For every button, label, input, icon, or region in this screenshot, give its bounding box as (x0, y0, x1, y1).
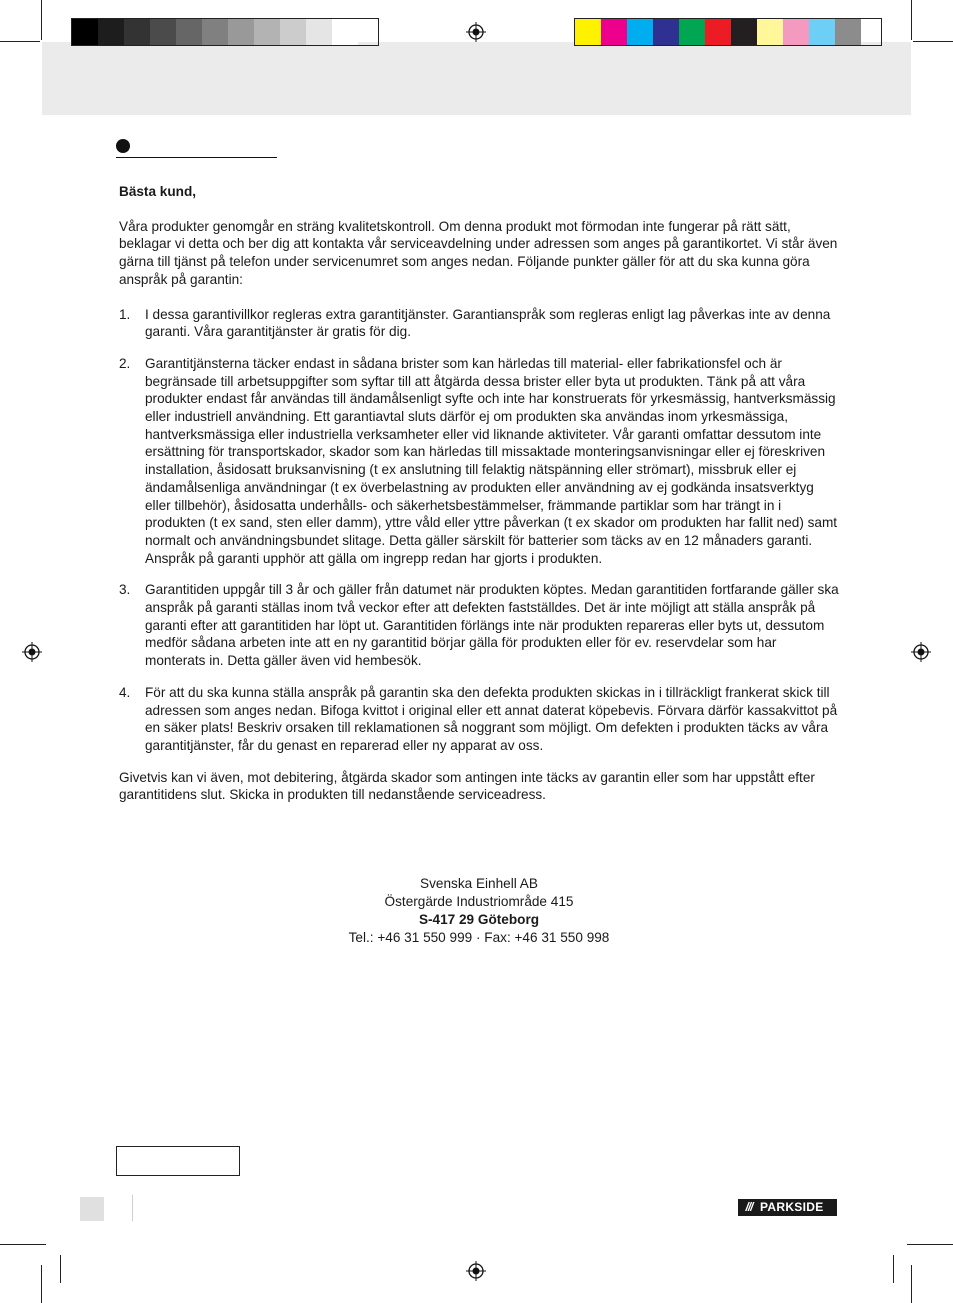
color-swatch (601, 19, 627, 45)
parkside-logo (738, 1199, 837, 1216)
color-swatch (835, 19, 861, 45)
color-swatch (72, 19, 98, 45)
crop-mark (907, 1244, 953, 1245)
registration-mark-icon (466, 1261, 486, 1281)
item-text: I dessa garantivillkor regleras extra garantitjänster. Garantianspråk som regleras enligt lag påverkas inte av denna garanti. Våra garantitjänster är gratis för dig. (145, 306, 831, 340)
warranty-text (119, 183, 839, 804)
registration-mark-icon (466, 22, 486, 42)
list-item (119, 306, 839, 341)
item-extra-text: Anspråk på garanti upphör att gälla om ingrepp redan har gjorts i produkten. (145, 550, 603, 566)
page-number-box (80, 1197, 104, 1221)
crop-mark (913, 41, 953, 42)
crop-mark (41, 0, 42, 40)
registration-mark-icon (911, 642, 931, 662)
color-swatch (627, 19, 653, 45)
item-number: 4. (119, 684, 131, 700)
list-item (119, 684, 839, 755)
crop-mark (0, 41, 40, 42)
logo-wordmark: PARKSIDE (760, 1200, 824, 1214)
address-city: S-417 29 Göteborg (418, 911, 540, 927)
color-swatch (306, 19, 332, 45)
color-swatch (783, 19, 809, 45)
color-swatch (176, 19, 202, 45)
color-calibration-bar (574, 18, 882, 46)
address-street: Östergärde Industriområde 415 (384, 893, 574, 909)
list-item (119, 581, 839, 670)
crop-mark (0, 1244, 46, 1245)
color-swatch (280, 19, 306, 45)
item-number: 1. (119, 306, 131, 322)
list-item (119, 355, 839, 567)
color-swatch (202, 19, 228, 45)
color-swatch (809, 19, 835, 45)
registration-mark-icon (22, 642, 42, 662)
color-swatch (757, 19, 783, 45)
color-swatch (228, 19, 254, 45)
item-text: För att du ska kunna ställa anspråk på garantin ska den defekta produkten skickas in i tillräckligt frankerat skick till adressen som anges nedan. Bifoga kvittot i original eller ett annat daterat köpebevis. Förvara därför kassakvittot på en säker plats! Beskriv orsaken till reklamationen så noggrant som möjligt. Om defekten i produkten täcks av våra garantitjänster, får du genast en reparerad eller ny apparat av oss. (145, 684, 838, 753)
item-number: 3. (119, 582, 131, 598)
color-swatch (575, 19, 601, 45)
item-text: Garantitjänsterna täcker endast in sådana brister som kan härledas till material- eller fabrikationsfel och är begränsade till arbetsuppgifter som syftar till att åtgärda dessa brister eller byta ut produkten. Tänk på att våra produkter endast får användas till ändamålsenligt syfte och inte har konstruerats för yrkesmässig, hantverksmässig eller industriell användning. Ett garantiavtal sluts därför ej om produkten ska användas inom yrkesmässiga, hantverksmässiga eller industriella verksamheter eller vid liknande aktiviteter. Vår garanti omfattar dessutom inte ersättning för transportskador, skador som kan härledas till missaktade monteringsanvisningar eller ej föreskriven installation, åsidosatt bruksanvisning (t ex anslutning till felaktig nätspänning eller strömart), missbruk eller ej ändamålsenliga användningar (t ex överbelastning av produkten eller användning av ej godkända insatsverktyg eller tillbehör), åsidosatta underhålls- och säkerhetsbestämmelser, främmande partiklar som har trängt in i produkten (t ex sand, sten eller damm), yttre våld eller yttre påverkan (t ex skador om produkten har fallit ned) samt normalt och användningsbundet slitage. Detta gäller särskilt för batterier som täcks av en 12 månaders garanti. (145, 355, 838, 548)
grayscale-calibration-bar (71, 18, 379, 46)
section-underline (116, 157, 277, 158)
intro-paragraph: Våra produkter genomgår en sträng kvalitetskontroll. Om denna produkt mot förmodan inte fungerar på rätt sätt, beklagar vi detta och ber dig att kontakta vår serviceavdelning under adressen som anges på garantikortet. Vi står även gärna till tjänst på telefon under servicenumret som anges nedan. Följande punkter gäller för att du ska kunna göra anspråk på garantin: (119, 218, 838, 287)
crop-mark (60, 1255, 61, 1283)
color-swatch (653, 19, 679, 45)
crop-mark (911, 1265, 912, 1303)
language-box (116, 1146, 240, 1176)
address-company: Svenska Einhell AB (420, 876, 538, 891)
footer-divider (132, 1195, 133, 1221)
service-address (119, 875, 839, 947)
color-swatch (731, 19, 757, 45)
crop-mark (41, 1265, 42, 1303)
closing-paragraph: Givetvis kan vi även, mot debitering, åtgärda skador som antingen inte täcks av garantin eller som har uppstått efter garantitidens slut. Skicka in produkten till nedanstående serviceadress. (119, 769, 815, 803)
crop-mark (911, 0, 912, 40)
color-swatch (332, 19, 358, 45)
color-swatch (124, 19, 150, 45)
item-text: Garantitiden uppgår till 3 år och gäller från datumet när produkten köptes. Medan garantitiden fortfarande gäller ska anspråk på garanti ställas inom två veckor efter att defekten fastställdes. Det är inte möjligt att ställa anspråk på garanti efter att garantitiden har löpt ut. Garantitiden förlängs inte när produkten repareras eller byts ut, dessutom medför sådana arbeten inte att en ny garantitid börjar gälla för produkten eller för ev. reservdelar som har monterats in. Detta gäller även vid hembesök. (145, 582, 839, 669)
greeting: Bästa kund, (119, 184, 197, 199)
color-swatch (254, 19, 280, 45)
item-number: 2. (119, 355, 131, 371)
logo-stripes: /// (745, 1200, 753, 1214)
color-swatch (98, 19, 124, 45)
header-band (42, 42, 911, 115)
crop-mark (893, 1255, 894, 1283)
color-swatch (679, 19, 705, 45)
section-bullet (116, 139, 130, 153)
color-swatch (150, 19, 176, 45)
address-contact: Tel.: +46 31 550 999 · Fax: +46 31 550 998 (348, 929, 610, 945)
color-swatch (705, 19, 731, 45)
